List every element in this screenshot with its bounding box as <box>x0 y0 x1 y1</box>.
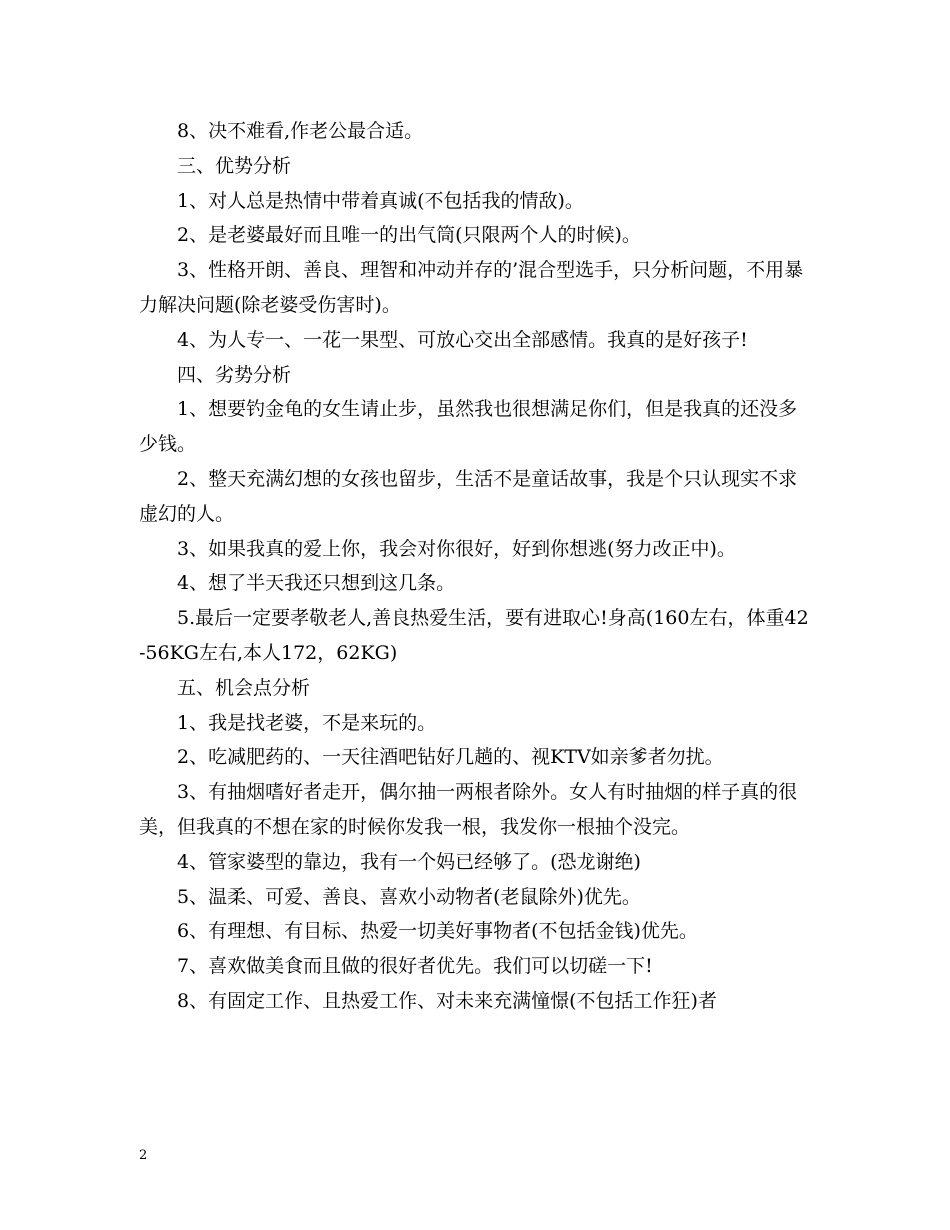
paragraph: 1、对人总是热情中带着真诚(不包括我的情敌)。 <box>177 189 584 212</box>
page-number: 2 <box>139 1148 148 1163</box>
paragraph: 2、吃减肥药的、一天往酒吧钻好几趟的、视KTV如亲爹者勿扰。 <box>177 746 724 769</box>
paragraph: 6、有理想、有目标、热爱一切美好事物者(不包括金钱)优先。 <box>177 920 698 943</box>
paragraph: 5.最后一定要孝敬老人,善良热爱生活，要有进取心!身高(160左右，体重42-56KG左右,本人172，62KG) <box>139 607 809 664</box>
paragraph: 4、为人专一、一花一果型、可放心交出全部感情。我真的是好孩子! <box>177 328 748 351</box>
paragraph: 3、有抽烟嗜好者走开，偶尔抽一两根者除外。女人有时抽烟的样子真的很美，但我真的不想在家的时候你发我一根，我发你一根抽个没完。 <box>139 781 798 838</box>
paragraph: 3、性格开朗、善良、理智和冲动并存的’混合型选手，只分析问题，不用暴力解决问题(除老婆受伤害时)。 <box>139 259 804 316</box>
section-heading: 五、机会点分析 <box>177 676 311 699</box>
paragraph: 2、整天充满幻想的女孩也留步，生活不是童话故事，我是个只认现实不求虚幻的人。 <box>139 467 798 525</box>
paragraph: 5、温柔、可爱、善良、喜欢小动物者(老鼠除外)优先。 <box>177 885 641 908</box>
paragraph: 4、想了半天我还只想到这几条。 <box>177 572 456 595</box>
paragraph: 3、如果我真的爱上你，我会对你很好，好到你想逃(努力改正中)。 <box>177 537 736 560</box>
paragraph: 7、喜欢做美食而且做的很好者优先。我们可以切磋一下! <box>177 955 653 978</box>
section-heading: 四、劣势分析 <box>177 363 292 386</box>
section-heading: 三、优势分析 <box>177 154 292 177</box>
document-body <box>139 114 811 1019</box>
paragraph: 8、决不难看,作老公最合适。 <box>177 120 424 142</box>
paragraph: 8、有固定工作、且热爱工作、对未来充满憧憬(不包括工作狂)者 <box>177 989 717 1012</box>
paragraph: 4、管家婆型的靠边，我有一个妈已经够了。(恐龙谢绝) <box>177 850 641 873</box>
paragraph: 1、我是找老婆，不是来玩的。 <box>177 711 437 734</box>
paragraph: 1、想要钓金龟的女生请止步，虽然我也很想满足你们，但是我真的还没多少钱。 <box>139 398 798 456</box>
paragraph: 2、是老婆最好而且唯一的出气筒(只限两个人的时候)。 <box>177 224 641 247</box>
